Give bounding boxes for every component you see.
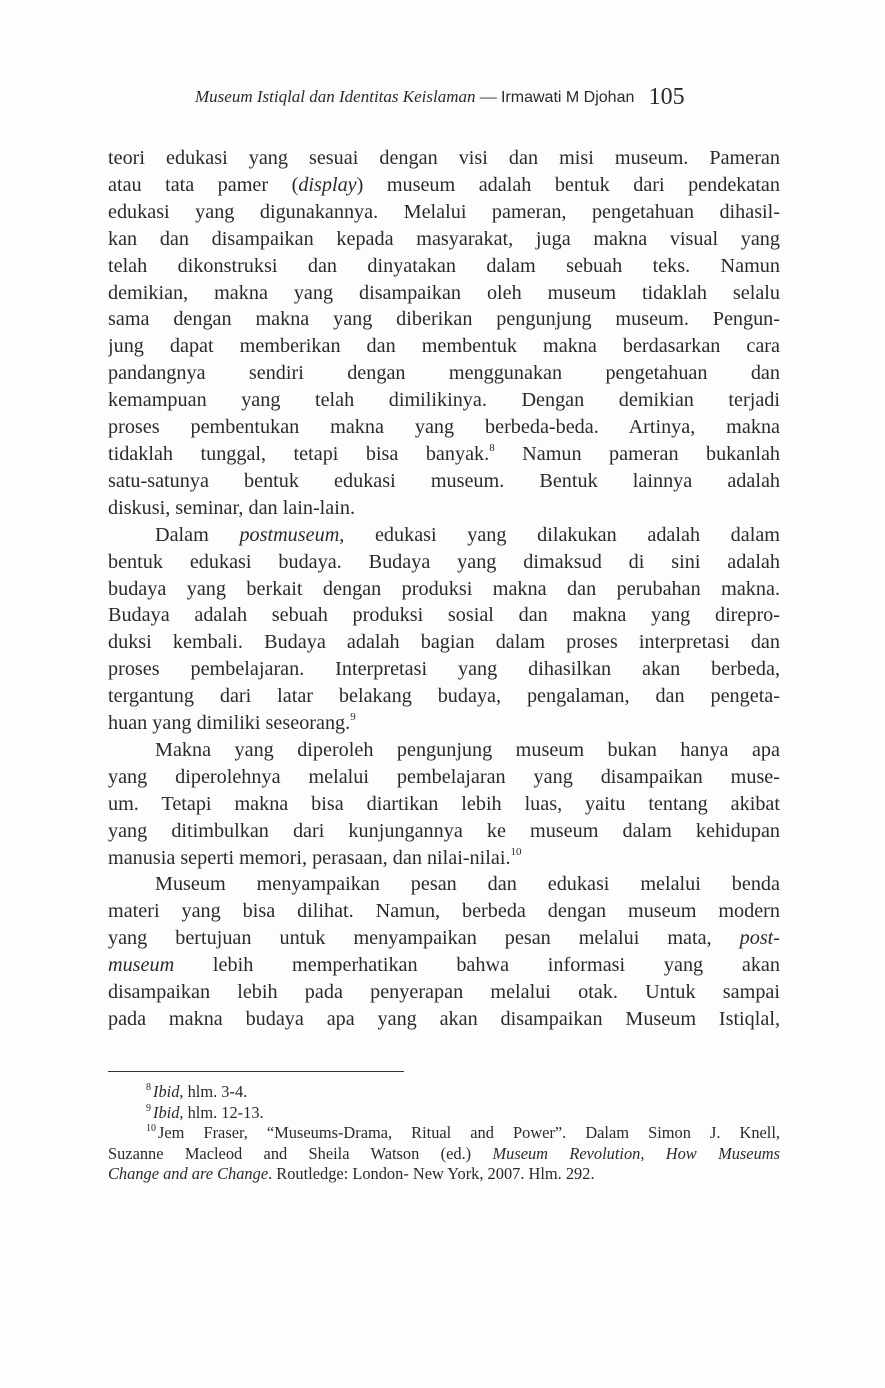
text-run: , edukasi yang dilakukan adalah dalam	[339, 523, 780, 546]
text-run: yang diperolehnya melalui pembelajaran yang disampaikan muse-	[108, 765, 780, 788]
text-line	[108, 280, 780, 307]
text-line	[108, 306, 780, 333]
text-run: diskusi, seminar, dan lain-lain.	[108, 496, 356, 519]
footnote-number: 10	[146, 1123, 156, 1134]
text-run: demikian, makna yang disampaikan oleh museum tidaklah selalu	[108, 281, 780, 304]
footnote-number: 9	[146, 1102, 151, 1114]
text-run: atau tata pamer (	[108, 173, 299, 196]
text-line	[108, 333, 780, 360]
footnote-line	[108, 1082, 780, 1103]
footnote-reference: 10	[510, 845, 522, 858]
footnote-divider	[108, 1071, 404, 1072]
text-line	[108, 871, 780, 898]
running-head	[195, 82, 775, 109]
text-line	[108, 387, 780, 414]
footnote-reference: 8	[489, 441, 495, 454]
italic-term: postmuseum	[239, 523, 340, 546]
text-run: bentuk edukasi budaya. Budaya yang dimaksud di sini adalah	[108, 550, 780, 573]
footnote-line	[108, 1123, 780, 1144]
text-line	[108, 1006, 780, 1033]
footnote-line	[108, 1103, 780, 1124]
text-run: Namun pameran bukanlah	[494, 442, 780, 465]
italic-term: display	[298, 173, 357, 196]
text-run: kemampuan yang telah dimilikinya. Dengan demikian terjadi	[108, 389, 780, 412]
text-line	[108, 710, 780, 737]
text-run: budaya yang berkait dengan produksi makna dan perubahan makna.	[108, 577, 780, 600]
text-run: teori edukasi yang sesuai dengan visi dan misi museum. Pameran	[108, 147, 780, 169]
text-line	[108, 737, 780, 764]
text-run: kan dan disampaikan kepada masyarakat, juga makna visual yang	[108, 227, 780, 250]
italic-term: post-	[739, 927, 780, 950]
text-run: Makna yang diperoleh pengunjung museum bukan hanya apa	[155, 738, 780, 761]
page-number: 105	[648, 84, 685, 110]
text-line	[108, 199, 780, 226]
running-head-title: Museum Istiqlal dan Identitas Keislaman	[195, 87, 476, 106]
italic-term: Ibid	[153, 1102, 180, 1122]
text-run: Dalam	[155, 523, 240, 546]
text-line	[108, 226, 780, 253]
text-run: telah dikonstruksi dan dinyatakan dalam sebuah teks. Namun	[108, 254, 780, 277]
italic-term: Change and are Change	[108, 1164, 269, 1183]
text-line	[108, 898, 780, 925]
text-line	[108, 602, 780, 629]
text-run: edukasi yang digunakannya. Melalui pameran, pengetahuan dihasil-	[108, 200, 780, 223]
text-line	[108, 818, 780, 845]
text-run: tergantung dari latar belakang budaya, pengalaman, dan pengeta-	[108, 685, 780, 708]
text-run: ) museum adalah bentuk dari pendekatan	[356, 173, 780, 196]
footnotes	[108, 1082, 780, 1185]
text-run: . Routledge: London- New York, 2007. Hlm. 292.	[268, 1164, 595, 1183]
text-run: , hlm. 3-4.	[179, 1082, 248, 1101]
text-line	[108, 360, 780, 387]
running-head-author: Irmawati M Djohan	[500, 89, 635, 106]
text-run: disampaikan lebih pada penyerapan melalui otak. Untuk sampai	[108, 981, 780, 1004]
italic-term: Museum Revolution, How Museums	[492, 1143, 780, 1163]
footnote-9	[108, 1103, 780, 1124]
text-line	[108, 629, 780, 656]
text-line	[108, 764, 780, 791]
text-line	[108, 522, 780, 549]
text-run: tidaklah tunggal, tetapi bisa banyak.	[108, 442, 490, 465]
footnote-line	[108, 1144, 780, 1165]
footnote-reference: 9	[350, 711, 356, 724]
text-run: materi yang bisa dilihat. Namun, berbeda dengan museum modern	[108, 900, 780, 923]
text-line	[108, 549, 780, 576]
text-run: huan yang dimiliki seseorang.	[108, 712, 351, 735]
text-line	[108, 253, 780, 280]
text-run: satu-satunya bentuk edukasi museum. Bentuk lainnya adalah	[108, 469, 780, 492]
text-run: Jem Fraser, “Museums-Drama, Ritual and Power”. Dalam Simon J. Knell,	[158, 1123, 780, 1142]
body-text	[108, 145, 780, 1033]
italic-term: museum	[108, 954, 175, 977]
text-line	[108, 495, 780, 522]
text-run: Budaya adalah sebuah produksi sosial dan makna yang direpro-	[108, 604, 780, 627]
text-run: sama dengan makna yang diberikan pengunjung museum. Pengun-	[108, 308, 780, 331]
text-run: pandangnya sendiri dengan menggunakan pengetahuan dan	[108, 362, 780, 385]
footnote-8	[108, 1082, 780, 1103]
text-run: proses pembelajaran. Interpretasi yang dihasilkan akan berbeda,	[108, 658, 780, 681]
text-run: manusia seperti memori, perasaan, dan nilai-nilai.	[108, 846, 511, 869]
text-line	[108, 468, 780, 495]
text-run: lebih memperhatikan bahwa informasi yang akan	[174, 954, 780, 977]
italic-term: Ibid	[153, 1082, 180, 1101]
footnote-line	[108, 1164, 780, 1185]
text-line	[108, 979, 780, 1006]
text-line	[108, 925, 780, 952]
text-line	[108, 414, 780, 441]
text-line	[108, 576, 780, 603]
text-run: yang bertujuan untuk menyampaikan pesan melalui mata,	[108, 927, 740, 950]
text-run: pada makna budaya apa yang akan disampaikan Museum Istiqlal,	[108, 1008, 780, 1030]
text-line	[108, 952, 780, 979]
text-run: jung dapat memberikan dan membentuk makna berdasarkan cara	[108, 335, 780, 358]
running-head-separator: —	[479, 87, 497, 106]
footnote-number: 8	[146, 1082, 151, 1093]
text-line	[108, 441, 780, 468]
text-run: , hlm. 12-13.	[179, 1102, 264, 1122]
footnote-10	[108, 1123, 780, 1185]
text-run: Museum menyampaikan pesan dan edukasi melalui benda	[155, 873, 780, 896]
text-run: yang ditimbulkan dari kunjungannya ke museum dalam kehidupan	[108, 819, 780, 842]
text-line	[108, 683, 780, 710]
text-line	[108, 656, 780, 683]
text-line	[108, 791, 780, 818]
text-run: Suzanne Macleod and Sheila Watson (ed.)	[108, 1143, 493, 1163]
text-line	[108, 172, 780, 199]
text-line	[108, 845, 780, 872]
text-line	[108, 145, 780, 172]
text-run: proses pembentukan makna yang berbeda-beda. Artinya, makna	[108, 416, 780, 439]
text-run: um. Tetapi makna bisa diartikan lebih luas, yaitu tentang akibat	[108, 792, 780, 815]
text-run: duksi kembali. Budaya adalah bagian dalam proses interpretasi dan	[108, 631, 780, 654]
